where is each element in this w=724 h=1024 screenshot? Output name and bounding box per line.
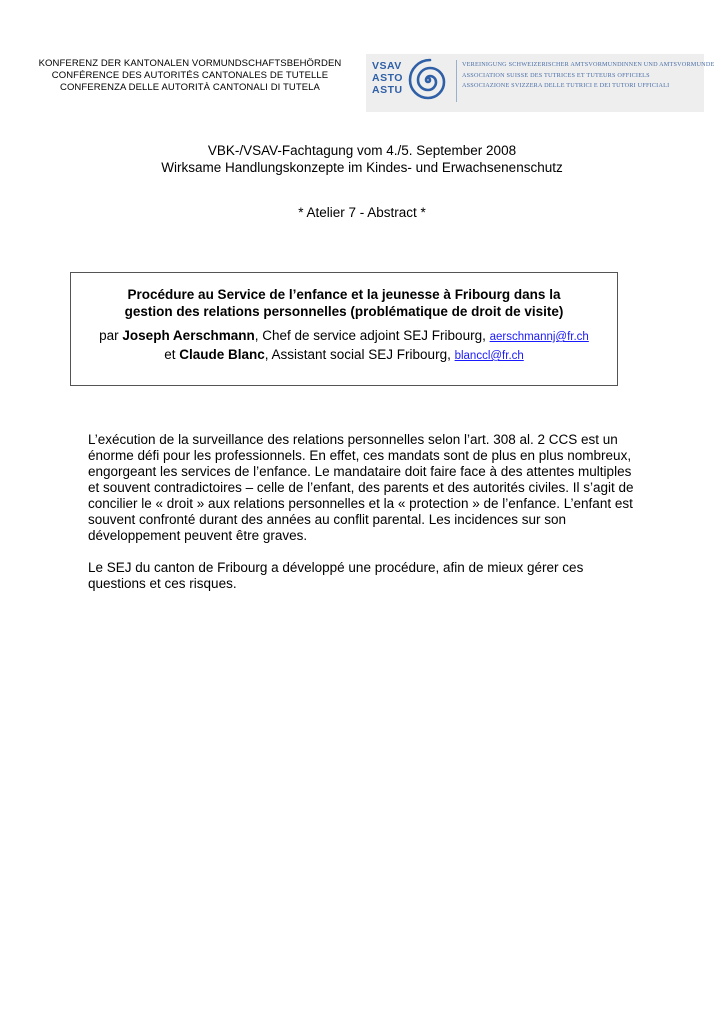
logo-association-names [462,60,714,92]
logo-divider [456,60,457,102]
atelier-heading: * Atelier 7 - Abstract * [298,205,426,220]
spiral-icon [404,56,452,104]
para2-line: questions et ces risques. [88,576,237,591]
author1-role: , Chef de service adjoint SEJ Fribourg, [254,328,490,343]
abstract-title-line1: Procédure au Service de l’enfance et la jeunesse à Fribourg dans la [127,287,561,302]
para1-line: L’exécution de la surveillance des relations personnelles selon l’art. 308 al. 2 CCS est un [88,432,618,447]
event-title [0,142,724,176]
event-title-line1: VBK-/VSAV-Fachtagung vom 4./5. September 2008 [207,143,517,158]
body-paragraph-1 [88,432,648,544]
assoc-line-fr: ASSOCIATION SUISSE DES TUTRICES ET TUTEURS OFFICIELS [462,71,650,79]
conference-header [30,58,350,94]
author-line-1 [71,327,617,346]
event-title-line2: Wirksame Handlungskonzepte im Kindes- und Erwachsenenschutz [161,160,563,175]
para1-line: concilier le « droit » aux relations personnelles et la « protection » de l’enfance. L’enfant est [88,496,633,511]
org-line-it: CONFERENZA DELLE AUTORITÀ CANTONALI DI TUTELA [59,82,320,93]
abstract-title [71,286,617,320]
author-list [71,327,617,365]
author1-email-link[interactable]: aerschmannj@fr.ch [489,331,589,343]
body-paragraph-2 [88,560,648,592]
org-line-de: KONFERENZ DER KANTONALEN VORMUNDSCHAFTSBEHÖRDEN [38,58,342,69]
logo-letter-astu: ASTU [372,84,403,96]
author2-prefix: et [164,347,180,362]
para2-line: Le SEJ du canton de Fribourg a développé une procédure, afin de mieux gérer ces [88,560,584,575]
org-line-fr: CONFÉRENCE DES AUTORITÉS CANTONALES DE TUTELLE [51,70,329,81]
para1-line: et souvent contradictoires – celle de l’enfant, des parents et des autorités civiles. Il s’agit de [88,480,634,495]
author2-name: Claude Blanc [179,347,265,362]
abstract-title-line2: gestion des relations personnelles (problématique de droit de visite) [124,304,564,319]
abstract-body [88,432,648,608]
logo-letter-vsav: VSAV [372,60,402,72]
author1-prefix: par [99,328,123,343]
vsav-logo [366,54,715,112]
para1-line: engorgeant les services de l’enfance. Le mandataire doit faire face à des attentes multiples [88,464,632,479]
para1-line: souvent confronté durant des années au conflit parental. Les incidences sur son [88,512,567,527]
assoc-line-de: VEREINIGUNG SCHWEIZERISCHER AMTSVORMUNDINNEN UND AMTSVORMUNDE [462,61,715,68]
logo-letter-asto: ASTO [372,72,403,84]
assoc-line-it: ASSOCIAZIONE SVIZZERA DELLE TUTRICI E DEI TUTORI UFFICIALI [462,82,670,89]
author2-role: , Assistant social SEJ Fribourg, [264,347,455,362]
para1-line: énorme défi pour les professionnels. En effet, ces mandats sont de plus en plus nombreux, [88,448,632,463]
author-line-2 [71,346,617,365]
author2-email-link[interactable]: blanccl@fr.ch [454,350,524,362]
author1-name: Joseph Aerschmann [122,328,255,343]
abstract-box [70,272,618,386]
para1-line: développement peuvent être graves. [88,528,308,543]
logo-letters [372,60,403,96]
